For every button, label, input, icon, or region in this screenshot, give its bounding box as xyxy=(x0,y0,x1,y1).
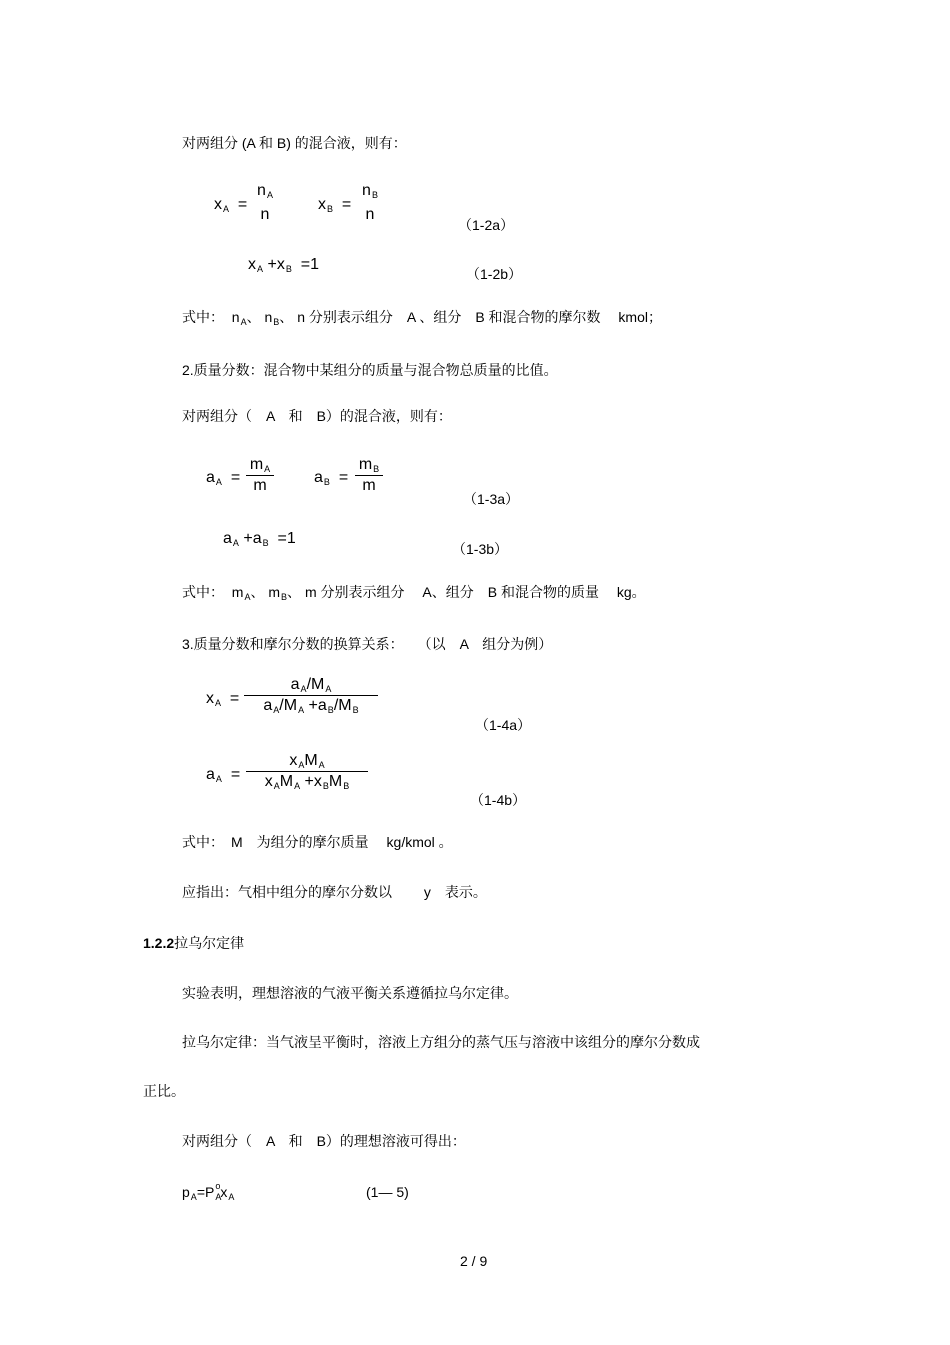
note-gas-phase: 应指出：气相中组分的摩尔分数以 y 表示。 xyxy=(182,884,487,900)
eq-sum-mass: aA +aB =1 xyxy=(223,530,296,548)
equation-tag: （1-2b） xyxy=(466,266,523,282)
eq-aB-lhs: aB = xyxy=(314,469,349,487)
eq-xA-lhs: xA = xyxy=(214,196,248,214)
eq-nA-fraction: nA n xyxy=(257,182,273,223)
paragraph-raoult-line2: 正比。 xyxy=(143,1083,185,1099)
paragraph-raoult-line1: 拉乌尔定律：当气液呈平衡时，溶液上方组分的蒸气压与溶液中该组分的摩尔分数成 xyxy=(182,1034,700,1050)
eq-raoult-law: $p_A=P_A^ox_A$ xyxy=(182,1181,235,1202)
intro-mole-fraction: 对两组分 (A 和 B) 的混合液，则有： xyxy=(182,135,407,151)
eq-conversion-fraction-a: xAMA xAMA +xBMB xyxy=(246,752,368,791)
equation-tag: (1— 5) xyxy=(366,1184,409,1200)
equation-tag: （1-4b） xyxy=(470,792,527,808)
heading-mass-fraction: 2.质量分数：混合物中某组分的质量与混合物总质量的比值。 xyxy=(182,362,558,378)
eq-aA-lhs: aA = xyxy=(206,469,241,487)
note-mass-definitions: 式中： $m_A$、 $m_B$、 m 分别表示组分 A、组分 B 和混合物的质量 kg。 xyxy=(182,584,646,602)
eq-mB-fraction: mB m xyxy=(355,456,383,495)
eq-xB-lhs: xB = xyxy=(318,196,352,214)
equation-tag: （1-4a） xyxy=(475,717,532,733)
eq-sum-mole: xA +xB =1 xyxy=(248,256,319,274)
section-heading: 1.2.2拉乌尔定律 xyxy=(143,935,245,951)
heading-conversion: 3.质量分数和摩尔分数的换算关系： （以 A 组分为例） xyxy=(182,636,553,652)
eq-xA-lhs: xA = xyxy=(206,690,240,708)
page-number: 2 / 9 xyxy=(460,1253,488,1269)
paragraph-experiment: 实验表明，理想溶液的气液平衡关系遵循拉乌尔定律。 xyxy=(182,985,518,1001)
eq-aA-lhs: aA = xyxy=(206,766,241,784)
equation-tag: （1-2a） xyxy=(458,217,515,233)
equation-tag: （1-3b） xyxy=(452,541,509,557)
note-molar-mass: 式中： M 为组分的摩尔质量 kg/kmol 。 xyxy=(182,834,453,850)
equation-tag: （1-3a） xyxy=(463,491,520,507)
eq-conversion-fraction-x: aA/MA aA/MA +aB/MB xyxy=(244,676,378,715)
note-mole-definitions: 式中： $n_A$、 $n_B$、 n 分别表示组分 A 、组分 B 和混合物的摩尔数 kmol； xyxy=(182,309,662,327)
eq-nB-fraction: nB n xyxy=(362,182,378,223)
intro-ideal-solution: 对两组分（ A 和 B）的理想溶液可得出： xyxy=(182,1133,466,1149)
eq-mA-fraction: mA m xyxy=(246,456,274,495)
intro-mass-fraction: 对两组分（ A 和 B）的混合液，则有： xyxy=(182,408,452,424)
